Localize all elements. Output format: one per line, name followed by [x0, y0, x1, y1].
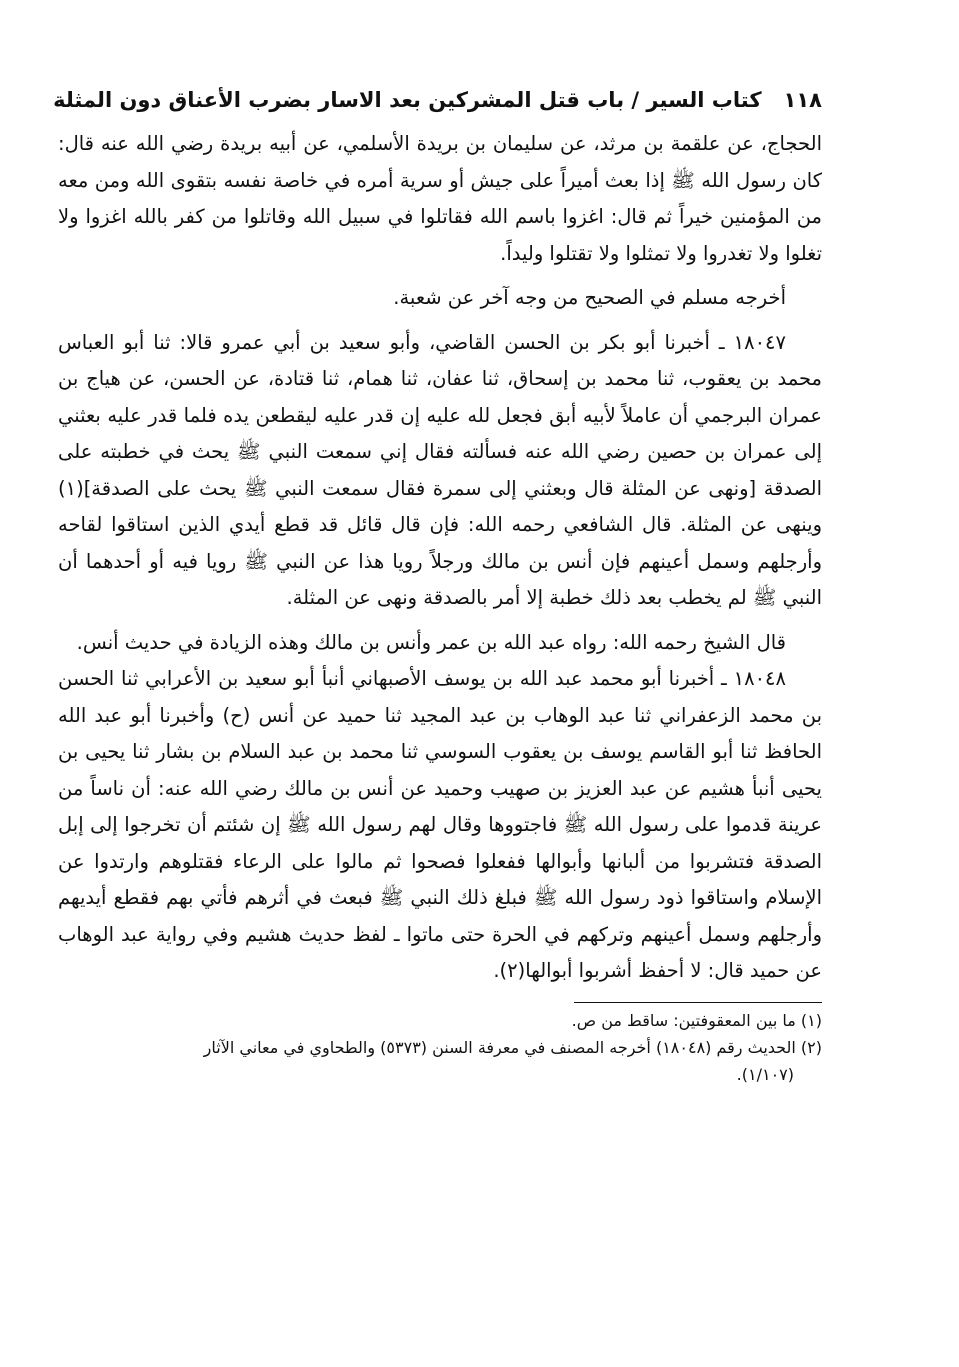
footnote-1: (١) ما بين المعقوفتين: ساقط من ص.: [571, 1010, 822, 1030]
page-header: [53, 78, 822, 122]
footnote-2-continuation: (١/١٠٧).: [736, 1064, 794, 1084]
paragraph-takhrij: أخرجه مسلم في الصحيح من وجه آخر عن شعبة.: [393, 286, 786, 309]
paragraph-hadith-chain: الحجاج، عن علقمة بن مرثد، عن سليمان بن بريدة الأسلمي، عن أبيه بريدة رضي الله عنه قال: كان رسول الله ﷺ إذا بعث أميراً على جيش أو سرية أمره في خاصة نفسه بتقوى الله ومن معه من المؤمنين خيراً ثم قال: اغزوا باسم الله فقاتلوا في سبيل الله وقاتلوا من كفر بالله اغزوا ولا تغلوا ولا تغدروا ولا تمثلوا ولا تقتلوا وليداً.: [58, 132, 822, 265]
footnote-separator: [574, 1002, 822, 1003]
page-body: [58, 126, 822, 990]
paragraph-hadith-18048: ١٨٠٤٨ ـ أخبرنا أبو محمد عبد الله بن يوسف الأصبهاني أنبأ أبو سعيد بن الأعرابي ثنا الحسن بن محمد الزعفراني ثنا عبد الوهاب بن عبد المجيد ثنا حميد عن أنس (ح) وأخبرنا أبو عبد الله الحافظ ثنا أبو القاسم يوسف بن يعقوب السوسي ثنا محمد بن عبد السلام بن بشار ثنا يحيى بن يحيى أنبأ هشيم عن عبد العزيز بن صهيب وحميد عن أنس بن مالك رضي الله عنه: أن ناساً من عرينة قدموا على رسول الله ﷺ فاجتووها وقال لهم رسول الله ﷺ إن شئتم أن تخرجوا إلى إبل الصدقة فتشربوا من ألبانها وأبوالها ففعلوا فصحوا ثم مالوا على الرعاء فقتلوهم وارتدوا عن الإسلام واستاقوا ذود رسول الله ﷺ فبلغ ذلك النبي ﷺ فبعث في أثرهم فأتي بهم فقطع أيديهم وأرجلهم وسمل أعينهم وتركهم في الحرة حتى ماتوا ـ لفظ حديث هشيم وفي رواية عبد الوهاب عن حميد قال: لا أحفظ أشربوا أبوالها(٢).: [58, 667, 822, 982]
footnotes: [58, 1007, 822, 1088]
page-number: ١١٨: [783, 88, 822, 112]
book-page: [53, 78, 822, 1088]
running-title: كتاب السير / باب قتل المشركين بعد الاسار بضرب الأعناق دون المثلة: [53, 88, 762, 112]
paragraph-sheikh-comment: قال الشيخ رحمه الله: رواه عبد الله بن عمر وأنس بن مالك وهذه الزيادة في حديث أنس.: [76, 630, 786, 654]
paragraph-hadith-18047: ١٨٠٤٧ ـ أخبرنا أبو بكر بن الحسن القاضي، وأبو سعيد بن أبي عمرو قالا: ثنا أبو العباس محمد بن يعقوب، ثنا محمد بن إسحاق، ثنا عفان، ثنا همام، ثنا قتادة، عن الحسن، عن هياج بن عمران البرجمي أن عاملاً لأبيه أبق فجعل لله عليه إن قدر عليه ليقطعن يده فلما قدر عليه بعثني إلى عمران بن حصين رضي الله عنه فسألته فقال إني سمعت النبي ﷺ يحث في خطبته على الصدقة [ونهى عن المثلة قال وبعثني إلى سمرة فقال سمعت النبي ﷺ يحث على الصدقة](١) وينهى عن المثلة. قال الشافعي رحمه الله: فإن قال قائل قد قطع أيدي الذين استاقوا لقاحه وأرجلهم وسمل أعينهم فإن أنس بن مالك ورجلاً رويا هذا عن النبي ﷺ رويا فيه أو أحدهما أن النبي ﷺ لم يخطب بعد ذلك خطبة إلا أمر بالصدقة ونهى عن المثلة.: [58, 330, 822, 609]
footnote-2: (٢) الحديث رقم (١٨٠٤٨) أخرجه المصنف في معرفة السنن (٥٣٧٣) والطحاوي في معاني الآثار: [203, 1037, 822, 1057]
